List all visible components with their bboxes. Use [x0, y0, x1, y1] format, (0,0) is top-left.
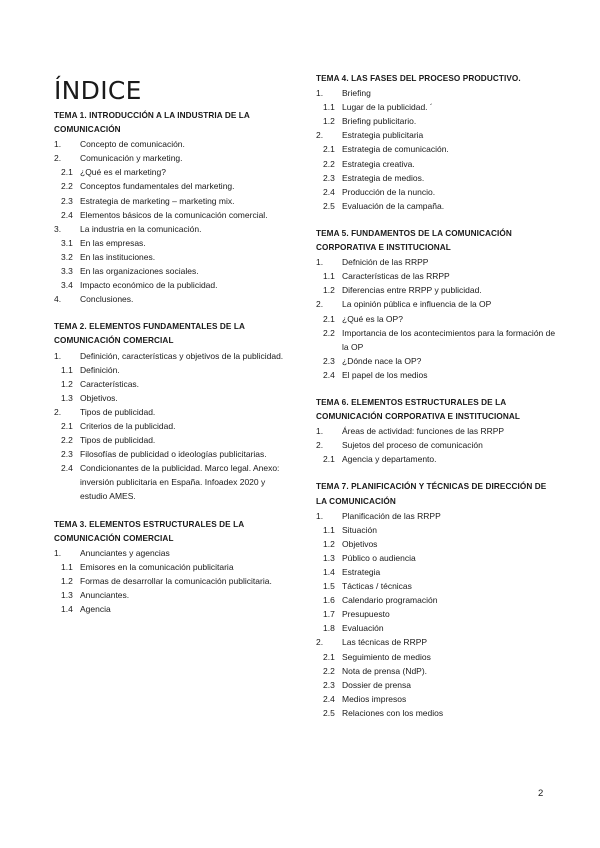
toc-subsection-item[interactable] — [316, 551, 556, 565]
toc-item-label: Estrategia creativa. — [342, 158, 415, 169]
toc-item-label: Tipos de publicidad. — [80, 435, 156, 446]
toc-item-label: Características de las RRPP — [342, 271, 450, 282]
toc-subsection-item[interactable] — [54, 447, 294, 461]
toc-item-number: 2. — [54, 153, 62, 164]
toc-subsection-item[interactable] — [54, 461, 294, 503]
toc-item-label: Calendario programación — [342, 595, 438, 606]
toc-item-number: 1. — [54, 139, 62, 150]
toc-subsection-item[interactable] — [316, 269, 556, 283]
section-spacer — [54, 306, 294, 320]
toc-section-heading[interactable]: TEMA 2. ELEMENTOS FUNDAMENTALES DE LA COMUNICACIÓN COMERCIAL — [54, 322, 245, 346]
toc-item-number: 2.1 — [61, 167, 73, 178]
toc-item-number: 3. — [54, 223, 62, 234]
toc-item-number: 1.2 — [323, 285, 335, 296]
page-title: ÍNDICE — [54, 76, 142, 105]
toc-item-label: Relaciones con los medios — [342, 707, 444, 718]
toc-subsection-item[interactable] — [316, 523, 556, 537]
toc-item-label: Características. — [80, 378, 140, 389]
toc-item-label: En las organizaciones sociales. — [80, 266, 199, 277]
toc-item-label: ¿Dónde nace la OP? — [342, 355, 422, 366]
toc-item-number: 2.3 — [61, 449, 73, 460]
toc-subsection-item[interactable] — [316, 368, 556, 382]
toc-item-label: Medios impresos — [342, 693, 407, 704]
toc-item-label: Conceptos fundamentales del marketing. — [80, 181, 235, 192]
toc-subsection-item[interactable] — [316, 157, 556, 171]
toc-chapter-item[interactable] — [316, 297, 556, 311]
toc-item-number: 3.3 — [61, 266, 73, 277]
toc-item-number: 4. — [54, 294, 62, 305]
toc-item-label: Criterios de la publicidad. — [80, 420, 176, 431]
toc-item-number: 2.4 — [61, 209, 73, 220]
toc-subsection-item[interactable] — [54, 560, 294, 574]
section-spacer — [54, 504, 294, 518]
toc-item-label: La opinión pública e influencia de la OP — [342, 299, 492, 310]
toc-item-number: 1. — [316, 88, 324, 99]
toc-item-number: 1.6 — [323, 595, 335, 606]
toc-item-number: 2.3 — [323, 679, 335, 690]
toc-item-label: El papel de los medios — [342, 369, 428, 380]
toc-section-heading[interactable]: TEMA 7. PLANIFICACIÓN Y TÉCNICAS DE DIRECCIÓN DE LA COMUNICACIÓN — [316, 482, 547, 506]
toc-item-label: En las instituciones. — [80, 251, 156, 262]
toc-item-number: 1.2 — [323, 116, 335, 127]
toc-subsection-item[interactable] — [54, 250, 294, 264]
toc-subsection-item[interactable] — [54, 363, 294, 377]
toc-item-label: Planificación de las RRPP — [342, 510, 441, 521]
toc-item-label: En las empresas. — [80, 237, 146, 248]
toc-subsection-item[interactable] — [316, 354, 556, 368]
toc-subsection-item[interactable] — [316, 706, 556, 720]
toc-item-number: 2.2 — [323, 665, 335, 676]
toc-subsection-item[interactable] — [54, 574, 294, 588]
toc-subsection-item[interactable] — [54, 179, 294, 193]
toc-item-label: Sujetos del proceso de comunicación — [342, 440, 483, 451]
toc-item-number: 2.4 — [323, 369, 335, 380]
toc-chapter-item[interactable] — [54, 292, 294, 306]
toc-item-number: 1. — [54, 350, 62, 361]
toc-subsection-item[interactable] — [54, 264, 294, 278]
toc-chapter-item[interactable] — [316, 438, 556, 452]
toc-item-number: 2. — [316, 299, 324, 310]
toc-item-number: 2.2 — [61, 181, 73, 192]
toc-item-number: 1.3 — [323, 552, 335, 563]
toc-item-number: 2. — [316, 440, 324, 451]
toc-item-number: 2.4 — [61, 463, 73, 474]
toc-item-number: 2. — [54, 406, 62, 417]
toc-section-heading[interactable]: TEMA 4. LAS FASES DEL PROCESO PRODUCTIVO. — [316, 74, 521, 83]
toc-subsection-item[interactable] — [316, 664, 556, 678]
toc-subsection-item[interactable] — [54, 165, 294, 179]
toc-item-label: Condicionantes de la publicidad. Marco legal. Anexo: inversión publicitaria en España. Infoadex 2020 y estudio AMES. — [80, 463, 280, 502]
toc-chapter-item[interactable] — [54, 137, 294, 151]
toc-subsection-item[interactable] — [316, 114, 556, 128]
toc-section-heading[interactable]: TEMA 6. ELEMENTOS ESTRUCTURALES DE LA COMUNICACIÓN CORPORATIVA E INSTITUCIONAL — [316, 397, 520, 422]
toc-subsection-item[interactable] — [316, 452, 556, 466]
toc-item-label: Importancia de los acontecimientos para la formación de la OP — [342, 327, 556, 352]
toc-item-label: Estrategia de comunicación. — [342, 144, 449, 155]
toc-item-number: 1.1 — [323, 271, 335, 282]
toc-item-number: 2.2 — [323, 158, 335, 169]
toc-item-label: Estrategia de marketing – marketing mix. — [80, 195, 235, 206]
toc-item-number: 1. — [54, 547, 62, 558]
toc-item-number: 1.4 — [61, 604, 73, 615]
toc-item-number: 1.8 — [323, 623, 335, 634]
toc-item-number: 2.5 — [323, 200, 335, 211]
toc-item-label: Dossier de prensa — [342, 679, 411, 690]
toc-chapter-item[interactable] — [54, 222, 294, 236]
toc-subsection-item[interactable] — [316, 650, 556, 664]
toc-section-heading[interactable]: TEMA 1. INTRODUCCIÓN A LA INDUSTRIA DE LA COMUNICACIÓN — [54, 111, 250, 135]
toc-subsection-item[interactable] — [316, 678, 556, 692]
toc-subsection-item[interactable] — [54, 391, 294, 405]
toc-subsection-item[interactable] — [316, 171, 556, 185]
toc-item-label: Tácticas / técnicas — [342, 581, 412, 592]
toc-right-column — [316, 72, 556, 720]
section-spacer — [316, 213, 556, 227]
toc-item-number: 3.1 — [61, 237, 73, 248]
toc-subsection-item[interactable] — [316, 621, 556, 635]
toc-item-number: 2.4 — [323, 186, 335, 197]
toc-subsection-item[interactable] — [316, 185, 556, 199]
toc-chapter-item[interactable] — [316, 255, 556, 269]
toc-chapter-item[interactable] — [316, 509, 556, 523]
toc-item-label: Formas de desarrollar la comunicación publicitaria. — [80, 575, 272, 586]
toc-item-number: 2.3 — [323, 172, 335, 183]
toc-subsection-item[interactable] — [54, 208, 294, 222]
toc-item-number: 1.1 — [323, 102, 335, 113]
toc-subsection-item[interactable] — [316, 692, 556, 706]
toc-item-number: 1.1 — [323, 524, 335, 535]
toc-item-number: 2. — [316, 130, 324, 141]
toc-item-label: Producción de la nuncio. — [342, 186, 436, 197]
toc-item-label: Definición, características y objetivos de la publicidad. — [80, 350, 284, 361]
toc-item-label: Situación — [342, 524, 377, 535]
toc-item-label: Estrategia — [342, 567, 381, 577]
toc-item-number: 2.2 — [61, 435, 73, 446]
toc-subsection-item[interactable] — [316, 537, 556, 551]
toc-item-label: ¿Qué es el marketing? — [80, 167, 166, 178]
toc-chapter-item[interactable] — [316, 424, 556, 438]
toc-subsection-item[interactable] — [316, 565, 556, 579]
toc-item-number: 2.1 — [323, 313, 335, 324]
toc-subsection-item[interactable] — [54, 419, 294, 433]
toc-item-number: 1.3 — [61, 590, 73, 600]
toc-item-label: La industria en la comunicación. — [80, 223, 202, 234]
toc-item-label: Briefing publicitario. — [342, 116, 417, 127]
toc-subsection-item[interactable] — [316, 579, 556, 593]
toc-subsection-item[interactable] — [54, 377, 294, 391]
page-number: 2 — [538, 788, 544, 799]
toc-item-label: Briefing — [342, 88, 371, 99]
toc-chapter-item[interactable] — [316, 635, 556, 649]
toc-item-label: Diferencias entre RRPP y publicidad. — [342, 285, 482, 296]
toc-item-label: Agencia — [80, 604, 111, 615]
toc-item-label: Agencia y departamento. — [342, 454, 437, 465]
toc-item-number: 2.1 — [323, 144, 335, 155]
toc-item-number: 1. — [316, 510, 324, 521]
toc-item-label: ¿Qué es la OP? — [342, 313, 403, 324]
toc-subsection-item[interactable] — [316, 607, 556, 621]
toc-item-number: 2.5 — [323, 707, 335, 718]
toc-item-number: 2. — [316, 637, 324, 648]
toc-item-label: Defnición de las RRPP — [342, 257, 429, 268]
toc-item-label: Presupuesto — [342, 609, 390, 620]
toc-item-number: 2.1 — [323, 454, 335, 465]
toc-item-number: 3.4 — [61, 280, 73, 291]
toc-item-label: Público o audiencia — [342, 552, 416, 563]
toc-subsection-item[interactable] — [316, 100, 556, 114]
toc-item-number: 1.7 — [323, 609, 335, 620]
toc-subsection-item[interactable] — [54, 278, 294, 292]
toc-item-label: Emisores en la comunicación publicitaria — [80, 561, 234, 572]
toc-item-label: Lugar de la publicidad. ´ — [342, 102, 433, 113]
toc-subsection-item[interactable] — [54, 236, 294, 250]
toc-item-label: Anunciantes. — [80, 590, 130, 600]
toc-item-label: Tipos de publicidad. — [80, 406, 156, 417]
toc-item-number: 1.1 — [61, 364, 73, 375]
toc-item-label: Evaluación — [342, 623, 384, 634]
toc-item-number: 1. — [316, 426, 324, 437]
toc-chapter-item[interactable] — [316, 86, 556, 100]
toc-chapter-item[interactable] — [316, 128, 556, 142]
toc-left-column — [54, 109, 294, 616]
toc-item-number: 1.3 — [61, 392, 73, 403]
toc-item-number: 2.2 — [323, 327, 335, 338]
toc-item-label: Impacto económico de la publicidad. — [80, 280, 218, 291]
toc-item-label: Estrategia de medios. — [342, 172, 425, 183]
toc-item-label: Elementos básicos de la comunicación comercial. — [80, 209, 268, 220]
toc-subsection-item[interactable] — [316, 312, 556, 326]
toc-item-label: Las técnicas de RRPP — [342, 637, 428, 648]
section-spacer — [316, 382, 556, 396]
toc-item-number: 2.3 — [323, 355, 335, 366]
toc-item-label: Evaluación de la campaña. — [342, 200, 445, 211]
toc-item-label: Nota de prensa (NdP). — [342, 665, 428, 676]
toc-item-label: Filosofías de publicidad o ideologías publicitarias. — [80, 449, 267, 460]
toc-subsection-item[interactable] — [54, 433, 294, 447]
toc-subsection-item[interactable] — [54, 194, 294, 208]
section-spacer — [316, 466, 556, 480]
toc-item-label: Anunciantes y agencias — [80, 547, 170, 558]
toc-section-heading[interactable]: TEMA 5. FUNDAMENTOS DE LA COMUNICACIÓN CORPORATIVA E INSTITUCIONAL — [316, 228, 512, 253]
toc-item-label: Objetivos. — [80, 392, 118, 403]
toc-subsection-item[interactable] — [316, 199, 556, 213]
toc-chapter-item[interactable] — [54, 405, 294, 419]
toc-subsection-item[interactable] — [316, 593, 556, 607]
toc-chapter-item[interactable] — [54, 546, 294, 560]
toc-item-number: 1.4 — [323, 567, 335, 577]
toc-chapter-item[interactable] — [54, 151, 294, 165]
toc-item-label: Definición. — [80, 364, 120, 375]
toc-subsection-item[interactable] — [54, 602, 294, 616]
toc-item-number: 1.1 — [61, 561, 73, 572]
toc-item-label: Estrategia publicitaria — [342, 130, 424, 141]
toc-item-number: 2.3 — [61, 195, 73, 206]
toc-item-number: 2.1 — [323, 651, 335, 662]
toc-item-label: Seguimiento de medios — [342, 651, 431, 662]
toc-item-number: 2.4 — [323, 693, 335, 704]
toc-section-heading[interactable]: TEMA 3. ELEMENTOS ESTRUCTURALES DE LA COMUNICACIÓN COMERCIAL — [54, 519, 244, 543]
toc-item-label: Áreas de actividad: funciones de las RRPP — [342, 426, 505, 437]
toc-subsection-item[interactable] — [54, 588, 294, 602]
toc-subsection-item[interactable] — [316, 283, 556, 297]
toc-item-number: 1.2 — [61, 575, 73, 586]
toc-item-number: 3.2 — [61, 251, 73, 262]
toc-item-label: Objetivos — [342, 538, 378, 549]
toc-item-number: 2.1 — [61, 420, 73, 431]
toc-subsection-item[interactable] — [316, 326, 556, 354]
toc-subsection-item[interactable] — [316, 142, 556, 156]
toc-item-number: 1.5 — [323, 581, 335, 592]
toc-item-number: 1.2 — [323, 538, 335, 549]
toc-chapter-item[interactable] — [54, 349, 294, 363]
toc-item-label: Conclusiones. — [80, 294, 134, 305]
toc-item-number: 1.2 — [61, 378, 73, 389]
toc-item-number: 1. — [316, 257, 324, 268]
toc-item-label: Comunicación y marketing. — [80, 153, 183, 164]
toc-item-label: Concepto de comunicación. — [80, 139, 185, 150]
